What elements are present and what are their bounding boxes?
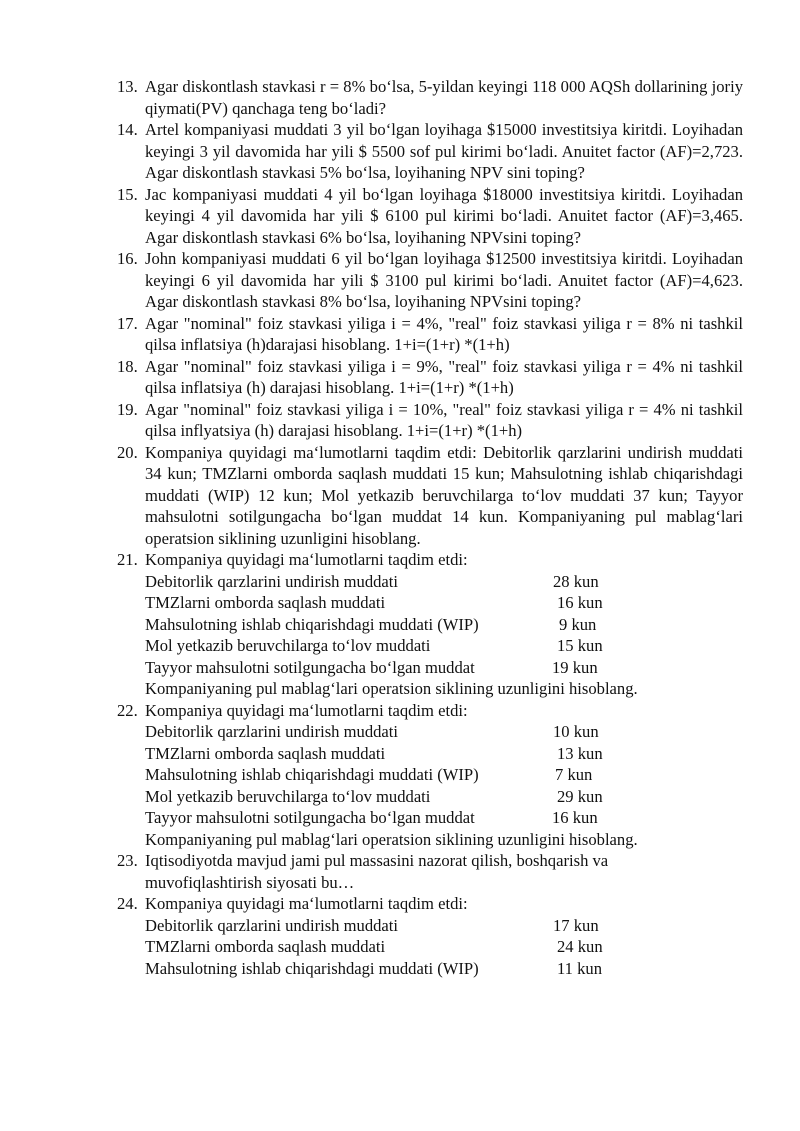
question-outro: Kompaniyaning pul mablag‘lari operatsion siklining uzunligini hisoblang. [145, 679, 638, 698]
question-21 [117, 549, 743, 700]
row-label: TMZlarni omborda saqlash muddati [145, 937, 386, 956]
row-label: Mol yetkazib beruvchilarga to‘lov muddati [145, 636, 431, 655]
question-number: 22. [117, 700, 138, 720]
data-row [145, 592, 743, 614]
question-number: 19. [117, 399, 138, 419]
data-row [145, 614, 743, 636]
question-text: Artel kompaniyasi muddati 3 yil bo‘lgan loyihaga $15000 investitsiya kiritdi. Loyihadan keyingi 3 yil davomida har yili $ 5500 sof pul kirimi bo‘ladi. Anuitet factor (AF)=2,723. Agar diskontlash stavkasi 5% bo‘lsa, loyihaning NPV sini toping? [145, 120, 743, 182]
row-value: 11 kun [557, 958, 603, 978]
row-label: TMZlarni omborda saqlash muddati [145, 743, 386, 763]
row-label: Debitorlik qarzlarini undirish muddati [145, 722, 398, 741]
row-value: 19 kun [552, 657, 598, 677]
question-outro: Kompaniyaning pul mablag‘lari operatsion siklining uzunligini hisoblang. [145, 829, 638, 849]
row-label: Debitorlik qarzlarini undirish muddati [145, 571, 398, 591]
row-value: 13 kun [557, 743, 603, 763]
question-number: 20. [117, 442, 138, 462]
row-value: 28 kun [553, 571, 599, 591]
question-13 [117, 76, 743, 119]
question-text: Agar "nominal" foiz stavkasi yiliga i = 9%, "real" foiz stavkasi yiliga r = 4% ni tashkil qilsa inflatsiya (h) darajasi hisoblang. 1+i=(1+r) *(1+h) [145, 356, 743, 397]
row-value: 29 kun [557, 786, 603, 806]
question-text: Agar diskontlash stavkasi r = 8% bo‘lsa, 5-yildan keyingi 118 000 AQSh dollarining joriy qiymati(PV) qanchaga teng bo‘ladi? [145, 77, 743, 118]
data-row [145, 571, 743, 593]
question-text: Kompaniya quyidagi ma‘lumotlarni taqdim etdi: Debitorlik qarzlarini undirish muddati 34 kun; TMZlarni omborda saqlash muddati 15 kun; Mahsulotning ishlab chiqarishdagi muddati (WIP) 12 kun; Mol yetkazib beruvchilarga to‘lov muddati 37 kun; Tayyor mahsulotni sotilgungacha bo‘lgan muddat 14 kun. Kompaniyaning pul mablag‘lari operatsion siklining uzunligini hisoblang. [145, 442, 743, 548]
data-row [145, 721, 743, 743]
row-value: 10 kun [553, 722, 599, 741]
row-label: Mol yetkazib beruvchilarga to‘lov muddati [145, 786, 431, 806]
data-row [145, 657, 743, 679]
row-label: Mahsulotning ishlab chiqarishdagi muddati (WIP) [145, 958, 479, 978]
question-text: Agar "nominal" foiz stavkasi yiliga i = 10%, "real" foiz stavkasi yiliga r = 4% ni tashkil qilsa inflyatsiya (h) darajasi hisoblang. 1+i=(1+r) *(1+h) [145, 399, 743, 440]
question-number: 21. [117, 550, 138, 569]
row-label: Tayyor mahsulotni sotilgungacha bo‘lgan muddat [145, 808, 475, 827]
data-row [145, 915, 743, 937]
row-label: Mahsulotning ishlab chiqarishdagi muddati (WIP) [145, 614, 479, 634]
question-23 [117, 850, 743, 893]
question-14 [117, 119, 743, 184]
question-number: 14. [117, 120, 138, 139]
row-value: 24 kun [557, 937, 603, 956]
question-20 [117, 442, 743, 550]
question-text-line-2: muvofiqlashtirish siyosati bu… [145, 872, 355, 892]
data-row [145, 936, 743, 958]
data-row [145, 958, 743, 980]
question-number: 23. [117, 851, 138, 870]
row-label: Mahsulotning ishlab chiqarishdagi muddati (WIP) [145, 765, 479, 784]
question-text-line-1: Iqtisodiyotda mavjud jami pul massasini nazorat qilish, boshqarish va [145, 851, 609, 870]
row-label: TMZlarni omborda saqlash muddati [145, 593, 386, 612]
question-number: 15. [117, 184, 138, 204]
question-15 [117, 184, 743, 249]
row-label: Tayyor mahsulotni sotilgungacha bo‘lgan muddat [145, 657, 475, 677]
question-24 [117, 893, 743, 979]
question-19 [117, 399, 743, 442]
question-number: 16. [117, 249, 138, 268]
question-intro: Kompaniya quyidagi ma‘lumotlarni taqdim etdi: [145, 550, 468, 569]
data-row [145, 635, 743, 657]
row-value: 16 kun [552, 808, 598, 827]
question-intro: Kompaniya quyidagi ma‘lumotlarni taqdim etdi: [145, 700, 468, 720]
data-row [145, 786, 743, 808]
question-number: 17. [117, 313, 138, 333]
question-16 [117, 248, 743, 313]
row-value: 16 kun [557, 593, 603, 612]
question-number: 13. [117, 77, 138, 96]
question-number: 18. [117, 356, 138, 376]
question-text: John kompaniyasi muddati 6 yil bo‘lgan loyihaga $12500 investitsiya kiritdi. Loyihadan keyingi 6 yil davomida har yili $ 3100 pul kirimi bo‘ladi. Anuitet factor (AF)=4,623. Agar diskontlash stavkasi 8% bo‘lsa, loyihaning NPVsini toping? [145, 249, 743, 311]
row-value: 7 kun [555, 765, 593, 784]
data-row [145, 743, 743, 765]
question-number: 24. [117, 894, 138, 913]
data-row [145, 764, 743, 786]
question-intro: Kompaniya quyidagi ma‘lumotlarni taqdim etdi: [145, 894, 468, 913]
question-22 [117, 700, 743, 851]
row-value: 17 kun [553, 915, 599, 935]
data-row [145, 807, 743, 829]
row-label: Debitorlik qarzlarini undirish muddati [145, 915, 398, 935]
question-text: Agar "nominal" foiz stavkasi yiliga i = 4%, "real" foiz stavkasi yiliga r = 8% ni tashkil qilsa inflatsiya (h)darajasi hisoblang. 1+i=(1+r) *(1+h) [145, 313, 743, 354]
question-18 [117, 356, 743, 399]
row-value: 9 kun [559, 614, 597, 634]
document-page [117, 76, 743, 979]
question-text: Jac kompaniyasi muddati 4 yil bo‘lgan loyihaga $18000 investitsiya kiritdi. Loyihadan keyingi 4 yil davomida har yili $ 6100 pul kirimi bo‘ladi. Anuitet factor (AF)=3,465. Agar diskontlash stavkasi 6% bo‘lsa, loyihaning NPVsini toping? [145, 184, 743, 247]
row-value: 15 kun [557, 636, 603, 655]
question-17 [117, 313, 743, 356]
